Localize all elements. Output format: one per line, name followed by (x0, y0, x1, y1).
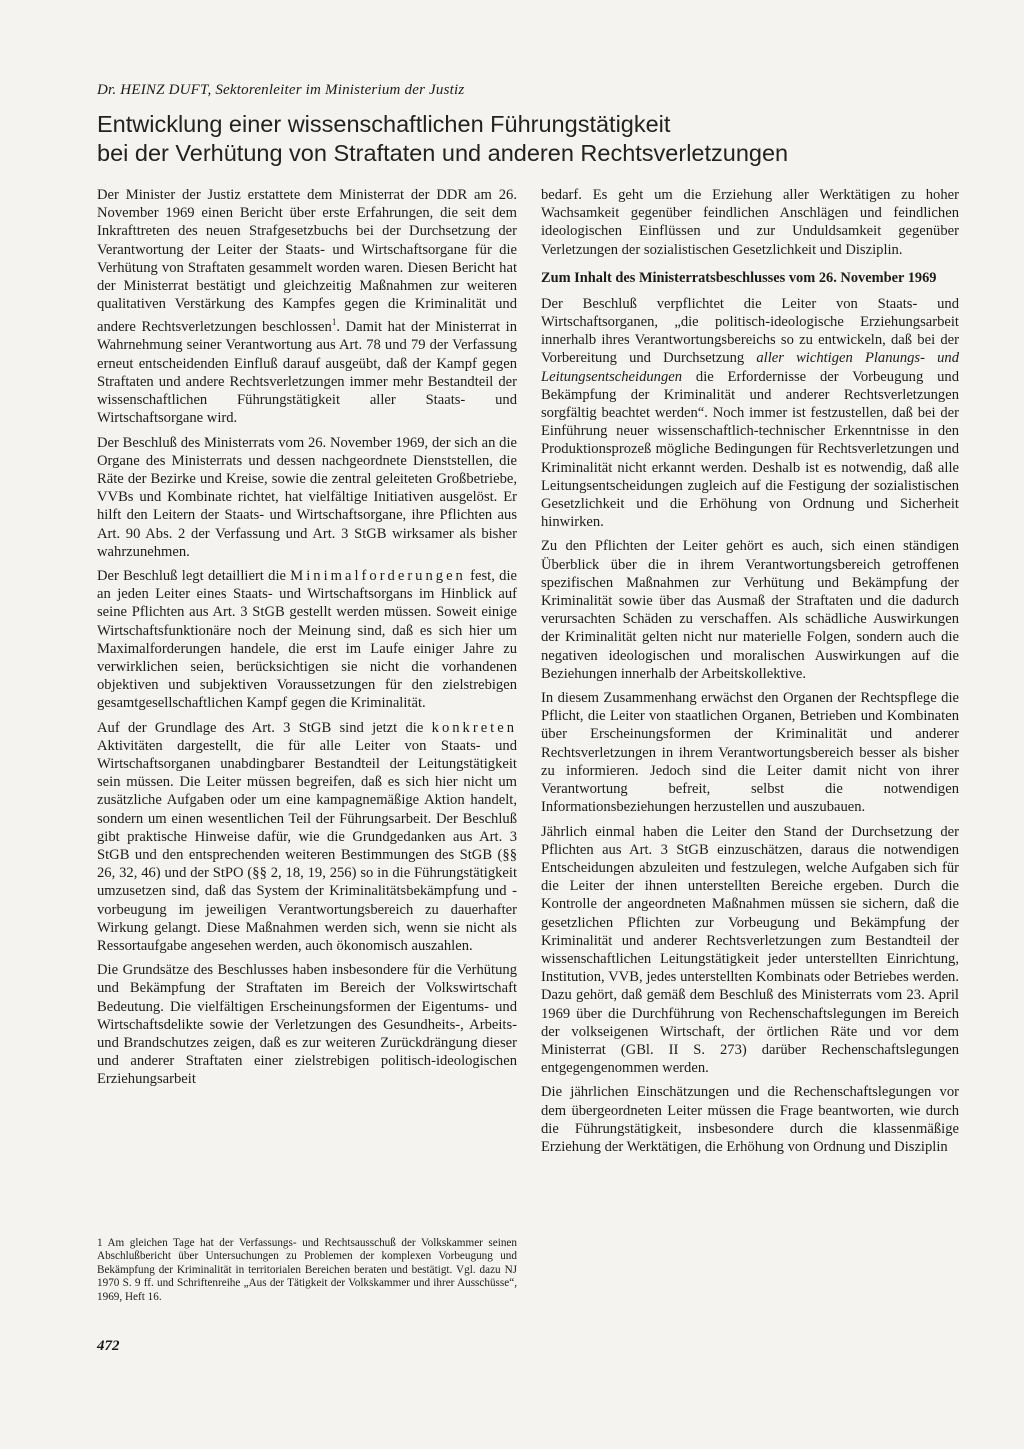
footnote-marker: 1 (331, 317, 337, 328)
paragraph: Die Grundsätze des Beschlusses haben insbesondere für die Verhütung und Bekämpfung der Straftaten im Bereich der Volkswirtschaft Bedeutung. Die vielfältigen Erscheinungsformen der Eigentums- und Wirtschaftsdelikte sowie der Verletzungen des Gesundheits-, Arbeits- und Brandschutzes zeigen, daß es zur weiteren Zurückdrängung dieser und anderer Straftaten einer zielstrebigen politisch-ideologischen Erziehungsarbeit (97, 962, 517, 1088)
emphasis-spaced: Minimalforderungen (290, 567, 466, 584)
right-column (541, 186, 959, 1162)
paragraph: Jährlich einmal haben die Leiter den Stand der Durchsetzung der Pflichten aus Art. 3 StGB einzuschätzen, daraus die notwendigen Entscheidungen abzuleiten und festzulegen, welche Aufgaben sich für die Leiter der ihnen unterstellten Bereiche ergeben. Durch die Kontrolle der angeordneten Maßnahmen müssen sie sichern, daß die gesetzlichen Pflichten zur Vorbeugung und Bekämpfung der Kriminalität und anderer Rechtsverletzungen zum Bestandteil der wissenschaftlichen Leitungstätigkeit jeder unterstellten Einrichtung, Institution, VVB, jedes unterstellten Kombinats oder Betriebes werden. Dazu gehört, daß gemäß dem Beschluß des Ministerrats vom 23. April 1969 über die Durchführung von Rechenschaftslegungen im Bereich der volkseigenen Wirtschaft, der örtlichen Räte und vor dem Ministerrat (GBl. II S. 273) darüber Rechenschaftslegungen entgegengenommen werden. (541, 823, 959, 1077)
paragraph: Der Beschluß legt detailliert die Minimalforderungen fest, die an jeden Leiter eines Staats- und Wirtschaftsorgans im Hinblick auf seine Pflichten aus Art. 3 StGB gestellt werden müssen. Soweit einige Wirtschaftsfunktionäre noch der Meinung sind, daß es sich hier um Maximalforderungen handele, die erst im Laufe einiger Jahre zu verwirklichen seien, berücksichtigen sie nicht die vorhandenen objektiven und subjektiven Voraussetzungen für den zielstrebigen gesamtgesellschaftlichen Kampf gegen die Kriminalität. (97, 567, 517, 712)
section-heading: Zum Inhalt des Ministerratsbeschlusses vom 26. November 1969 (541, 269, 937, 286)
title-line-1: Entwicklung einer wissenschaftlichen Führungstätigkeit (97, 111, 671, 137)
paragraph: Der Minister der Justiz erstattete dem Ministerrat der DDR am 26. November 1969 einen Bericht über erste Erfahrungen, die seit dem Inkrafttreten des neuen Strafgesetzbuchs bei der Durchsetzung der Verantwortung der Leiter der Staats- und Wirtschaftsorgane für die Verhütung von Straftaten gesammelt worden waren. Diesen Bericht hat der Ministerrat bestätigt und gleichzeitig Maßnahmen zur weiteren qualitativen Verstärkung des Kampfes gegen die Kriminalität und andere Rechtsverletzungen beschlossen$^1$. Damit hat der Ministerrat in Wahrnehmung seiner Verantwortung aus Art. 78 und 79 der Verfassung erneut entscheidenden Einfluß darauf ausgeübt, daß der Kampf gegen Straftaten und andere Rechtsverletzungen immer mehr Bestandteil der wissenschaftlichen Führungstätigkeit aller Staats- und Wirtschaftsorgane wird. (97, 187, 518, 427)
page-number: 472 (97, 1338, 120, 1354)
title-line-2: bei der Verhütung von Straftaten und anderen Rechtsverletzungen (97, 140, 789, 166)
author-byline: Dr. HEINZ DUFT, Sektorenleiter im Ministerium der Justiz (97, 82, 465, 98)
paragraph: Der Beschluß des Ministerrats vom 26. November 1969, der sich an die Organe des Ministerrats und dessen nachgeordnete Dienststellen, die Räte der Bezirke und Kreise, sowie die zentral geleiteten Großbetriebe, VVBs und Kombinate richtet, hat vielfältige Initiativen ausgelöst. Er hilft den Leitern der Staats- und Wirtschaftsorgane, ihre Pflichten aus Art. 90 Abs. 2 der Verfassung und Art. 3 StGB wirksamer als bisher wahrzunehmen. (97, 434, 517, 560)
article-title (97, 110, 957, 168)
paragraph: Die jährlichen Einschätzungen und die Rechenschaftslegungen vor dem übergeordneten Leiter müssen die Frage beantworten, wie durch die Führungstätigkeit, insbesondere durch die klassenmäßige Erziehung der Werktätigen, die Erhöhung von Ordnung und Disziplin (541, 1084, 959, 1155)
paragraph: Auf der Grundlage des Art. 3 StGB sind jetzt die konkreten Aktivitäten dargestellt, die für alle Leiter von Staats- und Wirtschaftsorganen unabdingbarer Bestandteil der Leitungstätigkeit sein müssen. Die Leiter müssen begreifen, daß es sich hier nicht um zusätzliche Aufgaben oder um eine kampagnemäßige Aktion handelt, sondern um einen wesentlichen Teil der Führungsarbeit. Der Beschluß gibt praktische Hinweise dafür, wie die Grundgedanken aus Art. 3 StGB und den entsprechenden weiteren Bestimmungen des StGB (§§ 26, 32, 46) und der StPO (§§ 2, 18, 19, 256) so in die Führungstätigkeit umzusetzen sind, daß das System der Kriminalitätsbekämpfung und -vorbeugung im jeweiligen Verantwortungsbereich zu dauerhafter Wirkung gelangt. Diese Maßnahmen werden sich, wenn sie nicht als Ressortaufgabe angesehen werden, auch ökonomisch auszahlen. (97, 719, 517, 954)
paragraph: Zu den Pflichten der Leiter gehört es auch, sich einen ständigen Überblick über die in ihrem Verantwortungsbereich getroffenen spezifischen Maßnahmen zur Verhütung und Bekämpfung der Kriminalität sowie über das Ausmaß der Straftaten und die dadurch verursachten Schäden zu verschaffen. Als schädliche Auswirkungen der Kriminalität gelten nicht nur materielle Folgen, sondern auch die negativen ideologischen und moralischen Auswirkungen auf die Beziehungen innerhalb der Arbeitskollektive. (541, 538, 959, 682)
footnote: 1 Am gleichen Tage hat der Verfassungs- und Rechtsausschuß der Volkskammer seinen Abschlußbericht über Untersuchungen zu Problemen der komplexen Vorbeugung und Bekämpfung der Kriminalität in territorialen Bereichen beraten und bestätigt. Vgl. dazu NJ 1970 S. 9 ff. und Schriftenreihe „Aus der Tätigkeit der Volkskammer und ihrer Ausschüsse“, 1969, Heft 16. (97, 1237, 517, 1303)
paragraph: Der Beschluß verpflichtet die Leiter von Staats- und Wirtschaftsorganen, „die politisch-ideologische Erziehungsarbeit innerhalb ihres Verantwortungsbereichs so zu entwickeln, daß bei der Vorbereitung und Durchsetzung aller wichtigen Planungs- und Leitungsentscheidungen die Erfordernisse der Vorbeugung und Bekämpfung der Kriminalität und anderer Rechtsverletzungen sorgfältig beachtet werden“. Noch immer ist festzustellen, daß bei der Einführung neuer wissenschaftlich-technischer Erkenntnisse in den Produktionsprozeß mögliche Bedingungen für Rechtsverletzungen und Kriminalität nicht erkannt werden. Deshalb ist es notwendig, daß alle Leitungsentscheidungen zugleich auf die Festigung der sozialistischen Gesetzlichkeit und die Erhöhung von Ordnung und Sicherheit hinwirken. (541, 295, 960, 531)
paragraph: bedarf. Es geht um die Erziehung aller Werktätigen zu hoher Wachsamkeit gegenüber feindlichen Anschlägen und feindlichen ideologischen Einflüssen und zur Unduldsamkeit gegenüber Verletzungen der sozialistischen Gesetzlichkeit und Disziplin. (541, 187, 959, 258)
left-column (97, 186, 517, 1095)
emphasis-italic: aller wichtigen Planungs- und Leitungsentscheidungen (541, 350, 960, 385)
emphasis-spaced: konkreten (431, 719, 517, 736)
paragraph: In diesem Zusammenhang erwächst den Organen der Rechtspflege die Pflicht, die Leiter von staatlichen Organen, Betrieben und Kombinaten über Erscheinungsformen der Kriminalität und anderer Rechtsverletzungen in ihrem Verantwortungsbereich besser als bisher zu informieren. Jedoch sind die Leiter damit nicht von ihrer Verantwortung befreit, selbst die notwendigen Informationsbeziehungen herzustellen und auszubauen. (541, 690, 959, 816)
